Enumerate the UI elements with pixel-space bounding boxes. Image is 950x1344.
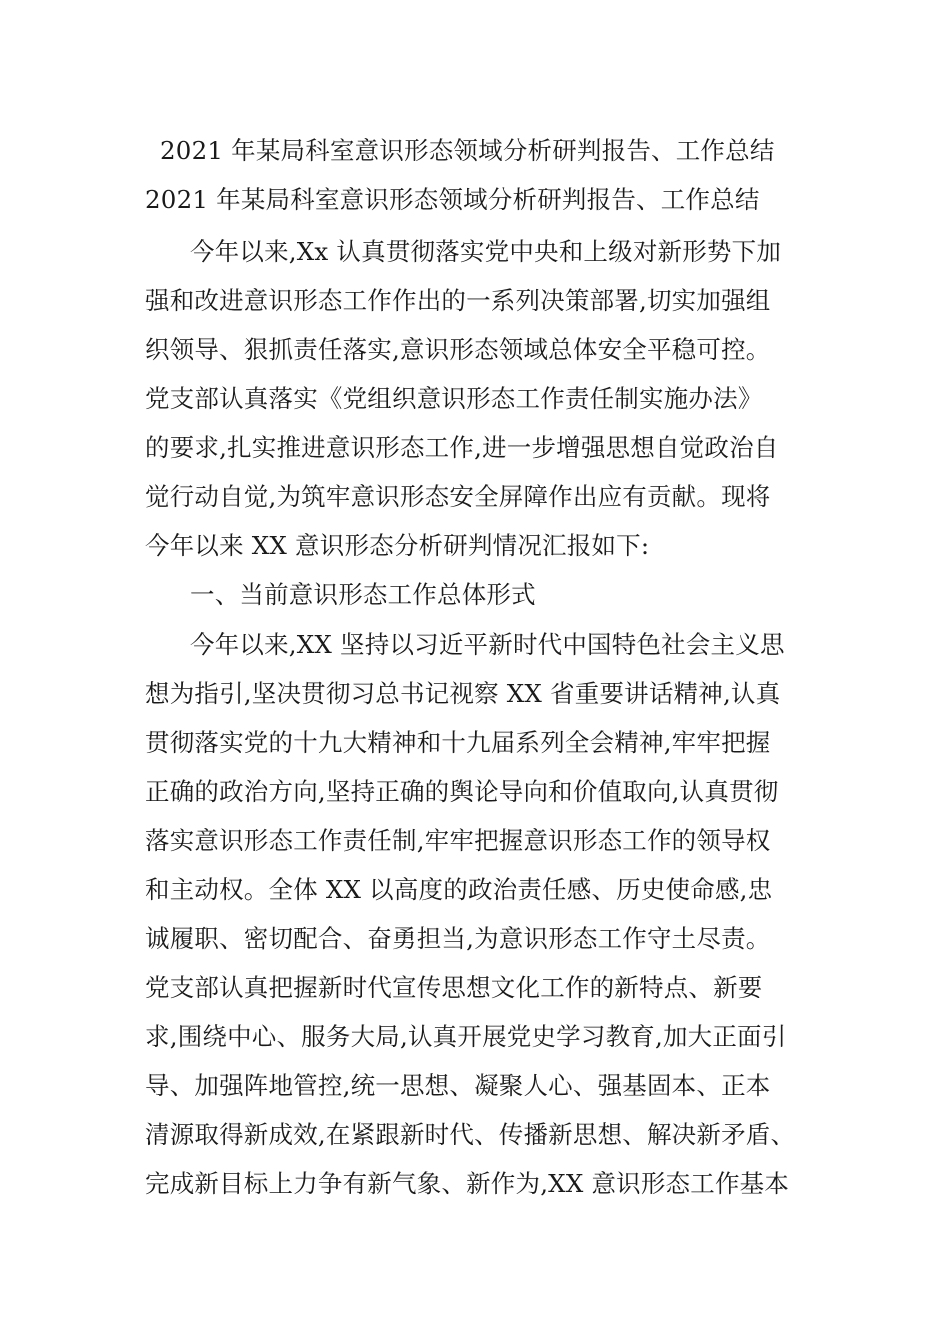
paragraph-line: 强和改进意识形态工作作出的一系列决策部署,切实加强组 bbox=[145, 286, 771, 315]
paragraph-line: 的要求,扎实推进意识形态工作,进一步增强思想自觉政治自 bbox=[145, 433, 779, 462]
paragraph-line: 导、加强阵地管控,统一思想、凝聚人心、强基固本、正本 bbox=[145, 1071, 771, 1100]
paragraph-line: 党支部认真落实《党组织意识形态工作责任制实施办法》 bbox=[145, 384, 763, 413]
section-heading: 一、当前意识形态工作总体形式 bbox=[190, 580, 536, 609]
paragraph-line: 和主动权。全体 XX 以高度的政治责任感、历史使命感,忠 bbox=[145, 875, 773, 904]
paragraph-line: 求,围绕中心、服务大局,认真开展党史学习教育,加大正面引 bbox=[145, 1022, 787, 1051]
document-subtitle: 2021 年某局科室意识形态领域分析研判报告、工作总结 bbox=[145, 185, 760, 214]
paragraph-line: 织领导、狠抓责任落实,意识形态领域总体安全平稳可控。 bbox=[145, 335, 771, 364]
paragraph-line: 完成新目标上力争有新气象、新作为,XX 意识形态工作基本 bbox=[145, 1169, 790, 1198]
paragraph-line: 想为指引,坚决贯彻习总书记视察 XX 省重要讲话精神,认真 bbox=[145, 679, 781, 708]
paragraph-line: 觉行动自觉,为筑牢意识形态安全屏障作出应有贡献。现将 bbox=[145, 482, 771, 511]
paragraph-line: 贯彻落实党的十九大精神和十九届系列全会精神,牢牢把握 bbox=[145, 728, 771, 757]
paragraph-line: 诚履职、密切配合、奋勇担当,为意识形态工作守土尽责。 bbox=[145, 924, 771, 953]
paragraph-line: 今年以来,XX 坚持以习近平新时代中国特色社会主义思 bbox=[190, 630, 785, 659]
paragraph-line: 正确的政治方向,坚持正确的舆论导向和价值取向,认真贯彻 bbox=[145, 777, 779, 806]
paragraph-line: 清源取得新成效,在紧跟新时代、传播新思想、解决新矛盾、 bbox=[145, 1120, 796, 1149]
document-title: 2021 年某局科室意识形态领域分析研判报告、工作总结 bbox=[160, 136, 775, 165]
paragraph-line: 今年以来 XX 意识形态分析研判情况汇报如下: bbox=[145, 531, 650, 560]
paragraph-line: 今年以来,Xx 认真贯彻落实党中央和上级对新形势下加 bbox=[190, 237, 782, 266]
paragraph-line: 落实意识形态工作责任制,牢牢把握意识形态工作的领导权 bbox=[145, 826, 771, 855]
paragraph-line: 党支部认真把握新时代宣传思想文化工作的新特点、新要 bbox=[145, 973, 763, 1002]
